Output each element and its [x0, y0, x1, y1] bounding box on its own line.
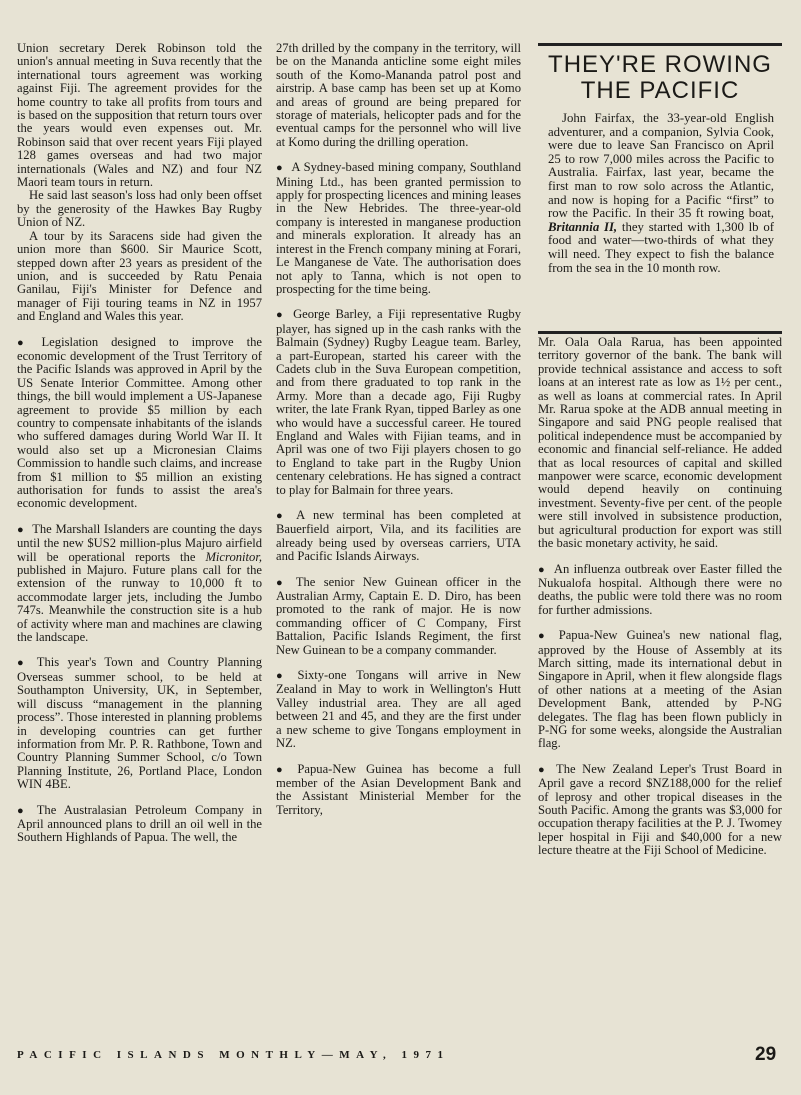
news-item: ● The New Zealand Leper's Trust Board in April gave a record $NZ188,000 for the relief of leprosy and other tropical diseases in the South Pacific. Among the grants was $3,000 for occupation therapy facilities at the P. J. Twomey leper hospital in Fiji and $40,000 for a new lecture theatre at the Fiji School of Medicine. — [538, 761, 782, 858]
news-item: ● An influenza outbreak over Easter filled the Nukualofa hospital. Although there were no deaths, the public were told there was no room for further admissions. — [538, 561, 782, 617]
bullet-icon: ● — [17, 336, 34, 349]
news-item: ● A new terminal has been completed at Bauerfield airport, Vila, and its facilities are already being used by overseas carriers, UTA and Pacific Islands Airways. — [276, 508, 521, 564]
bullet-icon: ● — [17, 804, 29, 817]
bullet-icon: ● — [538, 763, 549, 776]
column-1 — [17, 42, 262, 857]
news-item: ● George Barley, a Fiji representative Rugby player, has signed up in the cash ranks with the Balmain (Sydney) Rugby League team. Barley, a part-European, started his career with the Cadets club in the Suva European competition, and from there graduated to top rank in the Army. More than a decade ago, Fiji Rugby writer, the late Frank Ryan, tipped Barley as one who would have a successful career. He toured England and Wales with Fijian teams, and in April was one of two Fiji players chosen to go to England to take part in the Rugby Union centenary celebrations. He has signed a contract to play for Balmain for three years. — [276, 307, 521, 497]
bullet-icon: ● — [538, 563, 546, 576]
bullet-icon: ● — [276, 162, 284, 175]
article-paragraph: Mr. Oala Oala Rarua, has been appointed territory governor of the bank. The bank will provide technical assistance and access to soft loans at an interest rate as low as 1½ per cent., as well as loans at commercial rates. In April Mr. Rarua spoke at the ADB annual meeting in Singapore and said PNG people realised that political independence must be accompanied by economic and financial self-reliance. He added that as local resources of capital and skilled manpower were scarce, economic development would depend heavily on continuing investment. Seventy-five per cent. of the people were still involved in subsistence production, but agricultural production for export was still the basic monetary activity, he said. — [538, 335, 782, 551]
page-footer — [17, 1049, 782, 1061]
column-2 — [276, 42, 521, 829]
sidebar-title: THEY'RE ROWING THE PACIFIC — [548, 51, 772, 104]
column-3 — [538, 336, 782, 870]
bullet-icon: ● — [276, 309, 286, 322]
news-item: ● Papua-New Guinea's new national flag, approved by the House of Assembly at its March sitting, made its international debut in Singapore in April, when it flew alongside flags of other nations at a meeting of the Asian Development Bank, attended by P-NG delegates. The flag has been flown publicly in P-NG for some weeks, alongside the Australian flag. — [538, 628, 782, 751]
bullet-icon: ● — [17, 523, 25, 536]
news-item: ● This year's Town and Country Planning Overseas summer school, to be held at Southampton University, UK, in September, will discuss “management in the planning process”. Those interested in planning problems in developing countries can get further information from Mr. P. R. Rathbone, Town and Country Planning Summer School, c/o Town Planning Institute, 26, Portland Place, London WIN 4BE. — [17, 655, 262, 792]
bullet-icon: ● — [276, 510, 289, 522]
bullet-icon: ● — [276, 763, 290, 776]
news-item: ● A Sydney-based mining company, Southland Mining Ltd., has been granted permission to apply for prospecting licences and mining leases in the New Hebrides. The three-year-old company is interested in manganese production and minerals exploration. It already has an interest in the French company mining at Forari, Le Manganese de Vate. The authorisation does not aply to Tanna, which is not open to prospecting for the time being. — [276, 160, 521, 296]
article-paragraph: 27th drilled by the company in the territory, will be on the Mananda anticline some eight miles south of the Komo-Mananda patrol post and airstrip. A base camp has been set up at Komo and areas of ground are being prepared for storage of materials, helicopter pads and for the eventual camps for the personnel who will live at Komo during the drilling operation. — [276, 41, 521, 149]
sidebar-box — [538, 43, 782, 334]
bullet-icon: ● — [276, 670, 290, 683]
news-item: ● Papua-New Guinea has become a full member of the Asian Development Bank and the Assistant Ministerial Member for the Territory, — [276, 761, 521, 817]
page-number: 29 — [755, 1044, 777, 1065]
article-paragraph: Union secretary Derek Robinson told the union's annual meeting in Suva recently that the international tours agreement was working against Fiji. The agreement provides for the home country to take all profits from tours and is based on the supposition that return tours over the years would even expenses out. Mr. Robinson said that over recent years Fiji played 128 games overseas and had two major internationals (Wales and NZ) and four NZ Maori team tours in return. — [17, 41, 262, 190]
news-item: ● The Marshall Islanders are counting the days until the new $US2 million-plus Majuro airfield will be operational reports the Micronitor, published in Majuro. Future plans call for the extension of the runway to 10,000 ft to accommodate larger jets, including the Jumbo 747s. Meanwhile the construction site is a hub of activity where man and machines are clawing the landscape. — [17, 521, 262, 645]
news-item: ● The Australasian Petroleum Company in April announced plans to drill an oil well in the Southern Highlands of Papua. The well, the — [17, 802, 262, 845]
news-item: ● Legislation designed to improve the economic development of the Trust Territory of the Pacific Islands was approved in April by the US Senate Interior Committee. Among other things, the bill would implement a US-Japanese agreement to provide $5 million by each country to compensate inhabitants of the islands who suffered damages during World War II. It would also set up a Micronesian Claims Commission to handle such claims, and increase from $1 million to $5 million an existing authorisation for funds to assist the area's economic development. — [17, 334, 262, 511]
footer-magazine-title: PACIFIC ISLANDS MONTHLY—MAY, 1971 — [17, 1049, 450, 1061]
article-paragraph: A tour by its Saracens side had given the union more than $600. Sir Maurice Scott, stepped down after 23 years as president of the union, and is succeeded by Ratu Penaia Ganilau, Fiji's Minister for Defence and manager of Fiji touring teams in NZ in 1957 and England and Wales this year. — [17, 228, 262, 324]
news-item: ● The senior New Guinean officer in the Australian Army, Captain E. D. Diro, has been promoted to the rank of major. He is now commanding officer of C Company, First Battalion, Pacific Islands Regiment, the first New Guinean to be a company commander. — [276, 574, 521, 657]
news-item: ● Sixty-one Tongans will arrive in New Zealand in May to work in Wellington's Hutt Valley industrial area. They are all aged between 21 and 45, and they are the first under a new scheme to give Tongans employment in NZ. — [276, 668, 521, 751]
sidebar-text: John Fairfax, the 33-year-old English adventurer, and a companion, Sylvia Cook, were due to leave San Francisco on April 25 to row 7,000 miles across the Pacific to Australia. Fairfax, last year, became the first man to row solo across the Atlantic, and now is hoping for a Pacific “first” to row the Pacific. In their 35 ft rowing boat, Britannia II, they started with 1,300 lb of food and water—two-thirds of what they will need. They expect to fish the balance from the sea in the 10 month row. — [548, 111, 774, 275]
article-paragraph: He said last season's loss had only been offset by the generosity of the Hawkes Bay Rugby Union of NZ. — [17, 188, 262, 230]
bullet-icon: ● — [538, 630, 551, 643]
bullet-icon: ● — [17, 657, 29, 670]
bullet-icon: ● — [276, 576, 288, 589]
